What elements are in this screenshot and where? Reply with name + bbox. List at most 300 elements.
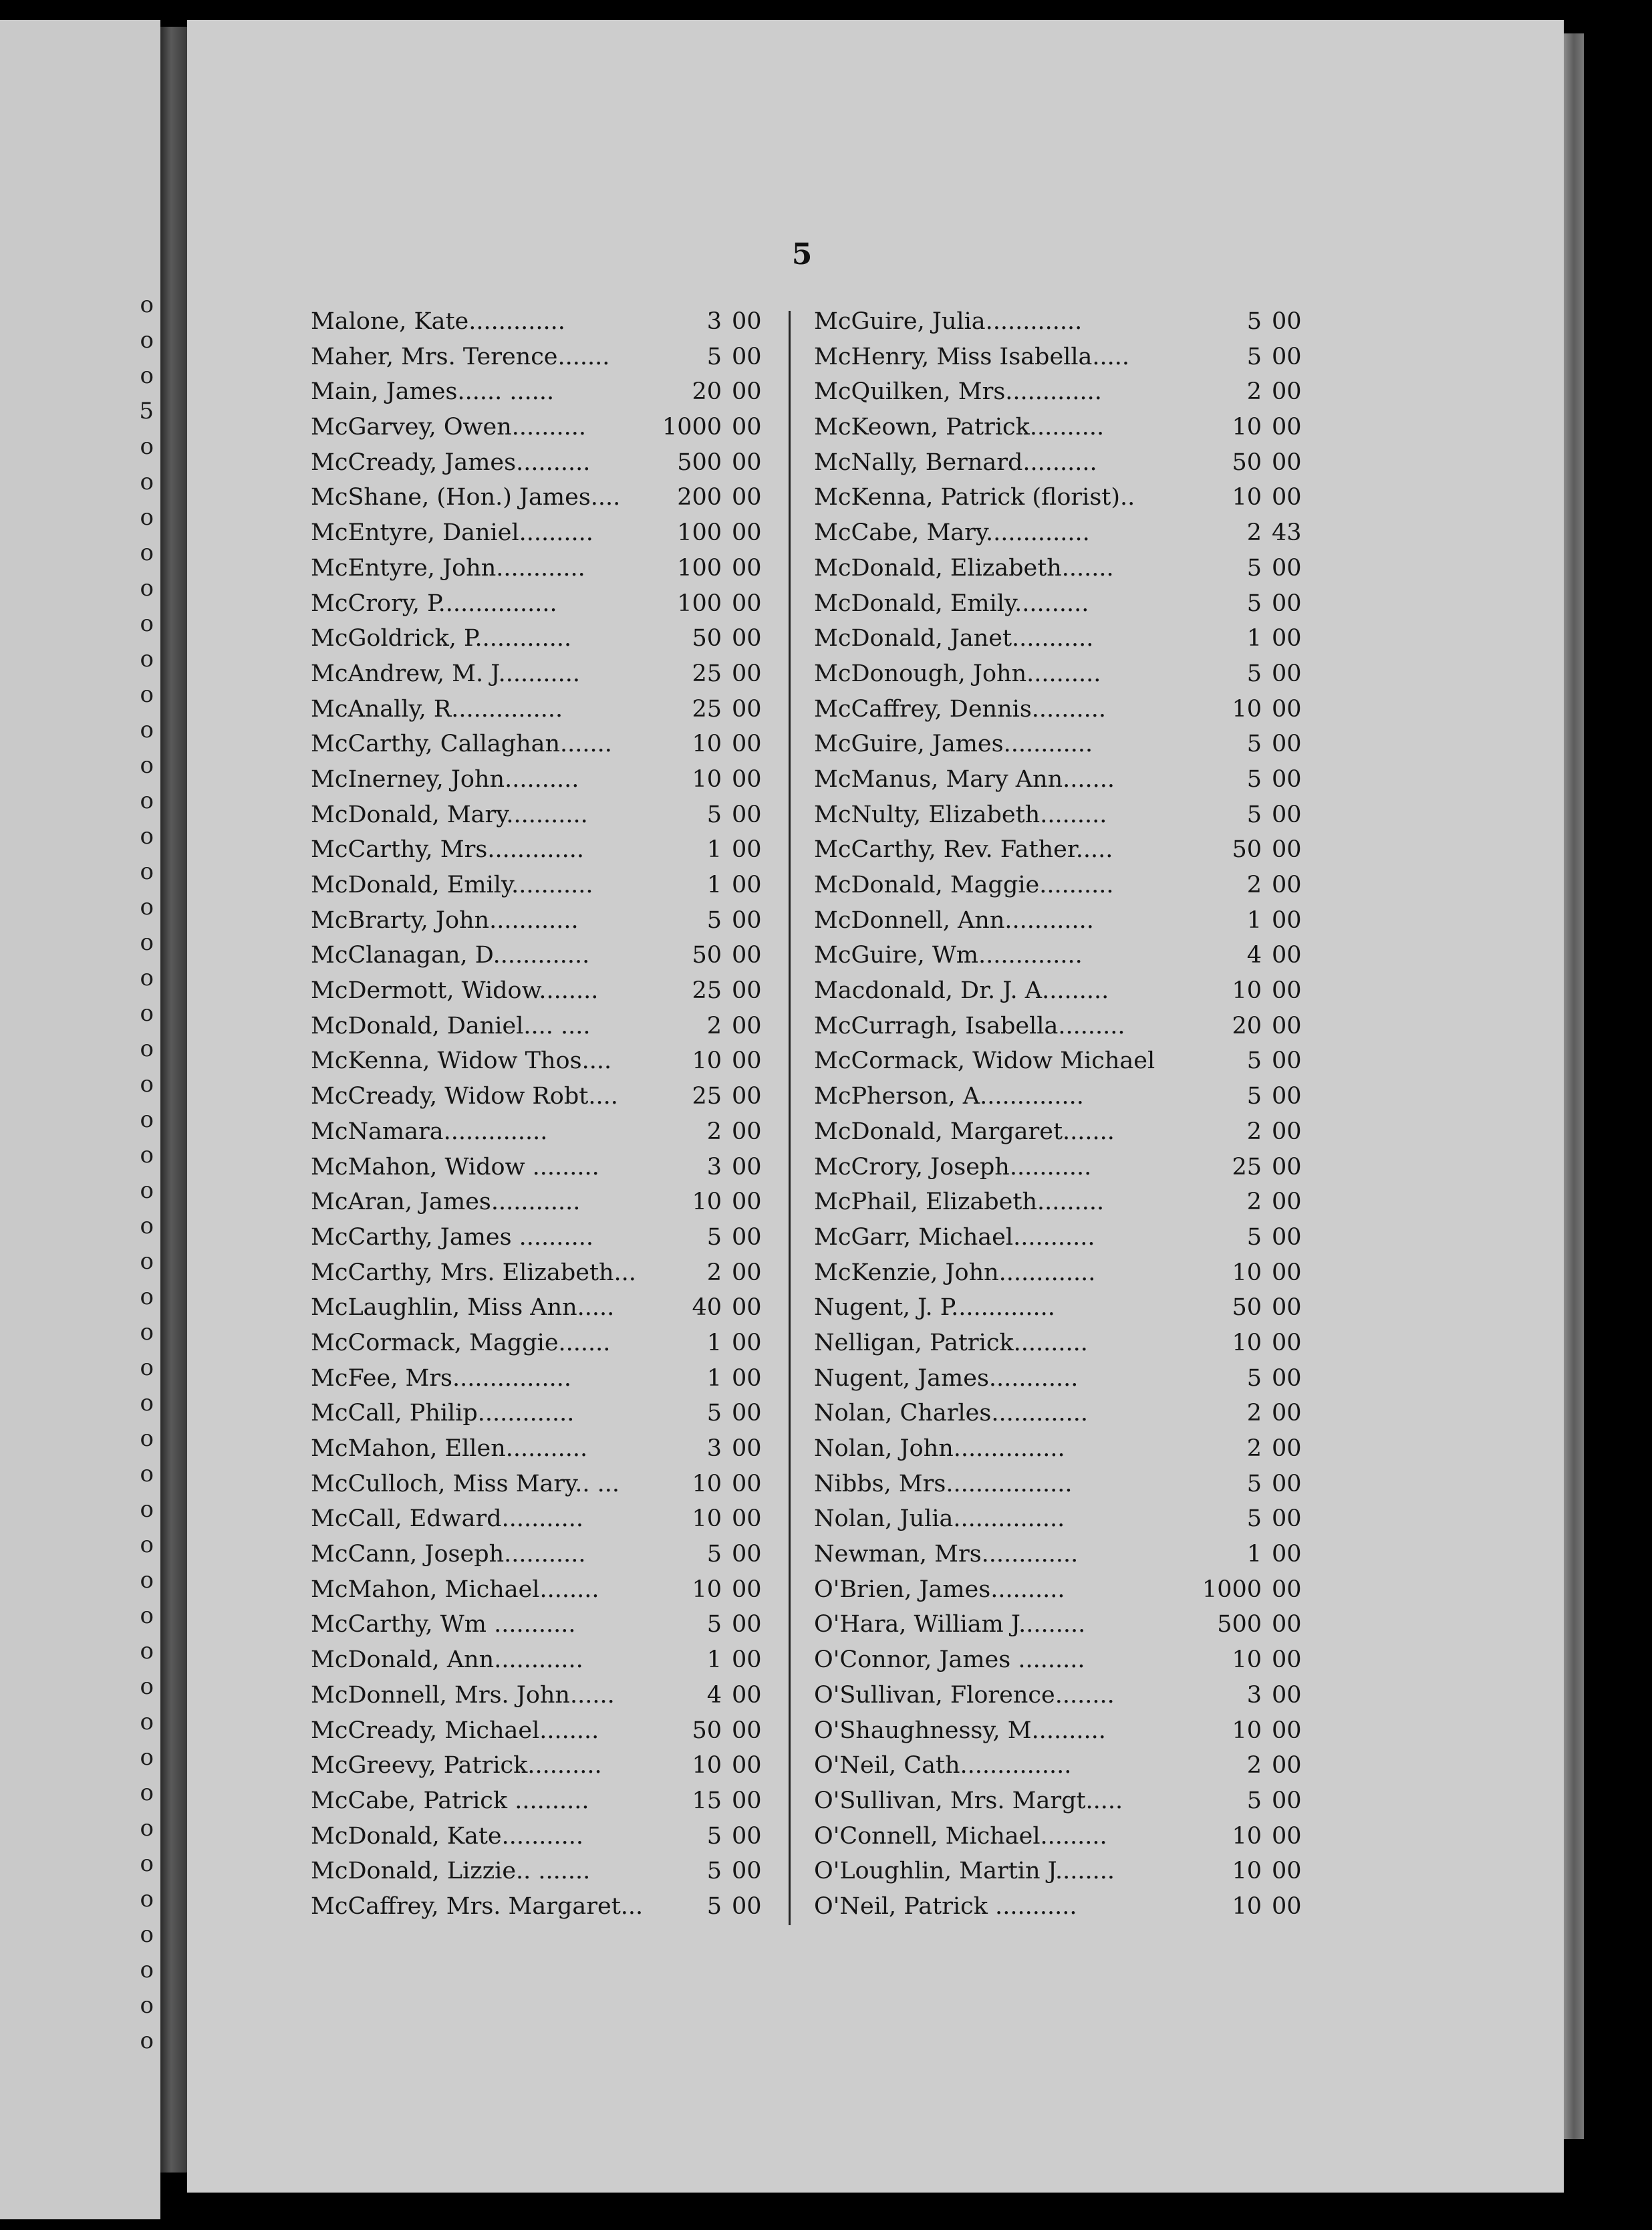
amount-dollars: 20 [692,378,722,406]
amount-cents: 00 [732,1189,762,1216]
left-page-fragment: o [140,1177,154,1204]
list-item [311,480,779,515]
left-page-fragment: o [140,1815,154,1842]
amount-dollars: 1 [1246,625,1262,652]
list-item [311,1185,779,1220]
amount-cents: 00 [732,1646,762,1674]
list-item [311,515,779,551]
amount-cents: 00 [1272,449,1302,476]
left-page-fragment: o [140,2027,154,2054]
left-page-fragment: o [140,1567,154,1594]
subscriber-name: O'Shaughnessy, M.......... [814,1717,1106,1744]
subscriber-name: McCarthy, Mrs............. [311,836,584,864]
amount-dollars: 10 [692,731,722,758]
left-page-fragment: o [140,1957,154,1983]
amount-dollars: 5 [1246,1787,1262,1814]
amount-cents: 00 [732,1294,762,1322]
amount-cents: 00 [732,1223,762,1251]
subscriber-name: McCarthy, Wm ........... [311,1611,576,1638]
subscriber-name: McDonald, Lizzie.. ....... [311,1858,591,1885]
left-page-fragment: o [140,717,154,743]
subscriber-name: Nugent, James............ [814,1364,1079,1392]
list-item [311,1783,779,1819]
amount-dollars: 10 [1232,1822,1262,1850]
list-item [311,1607,779,1642]
amount-dollars: 5 [1246,1364,1262,1392]
amount-cents: 00 [732,660,762,687]
amount-dollars: 2 [706,1012,722,1039]
subscriber-name: McDonald, Mary........... [311,801,588,828]
subscriber-name: McCready, Widow Robt.... [311,1083,618,1110]
amount-cents: 00 [732,378,762,406]
amount-dollars: 200 [677,484,722,511]
amount-cents: 00 [1272,942,1302,969]
amount-dollars: 5 [706,1858,722,1885]
amount-cents: 00 [1272,1717,1302,1744]
subscriber-name: McDonald, Margaret....... [814,1118,1115,1145]
amount-dollars: 5 [1246,1470,1262,1497]
left-page-fragment: o [140,1673,154,1700]
left-page-fragment: o [140,1213,154,1239]
amount-cents: 00 [732,308,762,335]
amount-cents: 00 [1272,414,1302,441]
list-item [311,973,779,1009]
subscriber-name: Nolan, Charles............. [814,1400,1088,1427]
amount-dollars: 15 [692,1787,722,1814]
amount-dollars: 10 [1232,695,1262,723]
list-item [311,1889,779,1925]
amount-cents: 00 [1272,731,1302,758]
amount-dollars: 2 [1246,872,1262,898]
list-item [814,1255,1302,1291]
amount-dollars: 5 [1246,731,1262,758]
amount-dollars: 10 [1232,1329,1262,1356]
amount-cents: 00 [1272,801,1302,828]
subscriber-name: McDonald, Ann............ [311,1646,583,1674]
left-page-fragment: o [140,1496,154,1523]
subscriber-name: Nibbs, Mrs................. [814,1470,1073,1497]
amount-dollars: 1 [706,1646,722,1674]
left-page-fragment: o [140,1602,154,1629]
amount-cents: 00 [1272,554,1302,582]
left-page-fragment: o [140,362,154,389]
left-page-fragment: o [140,1886,154,1912]
list-item [814,1783,1302,1819]
amount-cents: 00 [1272,1541,1302,1568]
subscriber-name: McDonald, Emily........... [311,872,593,898]
column-divider [789,311,791,1925]
amount-dollars: 1000 [1202,1576,1262,1603]
amount-dollars: 2 [1246,1752,1262,1779]
list-item [814,1361,1302,1396]
amount-dollars: 25 [1232,1153,1262,1181]
amount-cents: 00 [732,1329,762,1356]
list-item [814,1537,1302,1572]
amount-dollars: 100 [677,554,722,582]
list-item [311,1220,779,1255]
amount-dollars: 10 [1232,1858,1262,1885]
right-column-list [814,304,1302,1925]
amount-cents: 00 [1272,308,1302,335]
list-item [311,903,779,939]
subscriber-name: O'Connell, Michael......... [814,1822,1107,1850]
amount-cents: 00 [732,872,762,898]
amount-dollars: 1 [706,1329,722,1356]
amount-dollars: 5 [1246,801,1262,828]
list-item [311,1150,779,1185]
amount-cents: 00 [1272,906,1302,934]
list-item [311,1678,779,1713]
subscriber-name: McKenna, Patrick (florist).. [814,484,1135,511]
subscriber-name: McGreevy, Patrick.......... [311,1752,602,1779]
amount-cents: 00 [1272,1752,1302,1779]
subscriber-name: McCready, Michael........ [311,1717,599,1744]
subscriber-name: O'Sullivan, Mrs. Margt..... [814,1787,1123,1814]
amount-dollars: 1 [706,1364,722,1392]
subscriber-name: McInerney, John.......... [311,765,579,793]
left-page-fragment: o [140,1000,154,1027]
amount-dollars: 5 [1246,1223,1262,1251]
subscriber-name: O'Neil, Patrick ........... [814,1892,1077,1920]
list-item [814,1678,1302,1713]
subscriber-name: McCready, James.......... [311,449,591,476]
list-item [814,1079,1302,1114]
amount-dollars: 5 [706,906,722,934]
list-item [814,480,1302,515]
amount-cents: 00 [732,1400,762,1427]
amount-dollars: 10 [692,1505,722,1533]
left-page-fragment: o [140,646,154,672]
amount-cents: 00 [732,1858,762,1885]
list-item [311,1326,779,1361]
amount-cents: 00 [1272,1681,1302,1709]
amount-dollars: 5 [1246,1505,1262,1533]
subscriber-name: McMahon, Widow ......... [311,1153,599,1181]
subscriber-name: O'Loughlin, Martin J........ [814,1858,1115,1885]
amount-dollars: 4 [1246,942,1262,969]
list-item [311,1748,779,1783]
left-page-fragment: o [140,1390,154,1416]
amount-dollars: 10 [692,765,722,793]
amount-dollars: 1 [1246,906,1262,934]
amount-cents: 00 [732,554,762,582]
list-item [814,1326,1302,1361]
amount-dollars: 5 [1246,765,1262,793]
amount-cents: 00 [1272,1435,1302,1462]
amount-cents: 00 [732,836,762,864]
amount-dollars: 5 [706,1611,722,1638]
list-item [814,1854,1302,1889]
list-item [311,1114,779,1150]
amount-cents: 00 [732,1047,762,1075]
subscriber-name: McMahon, Michael........ [311,1576,599,1603]
list-item [311,1396,779,1431]
subscriber-name: McCann, Joseph........... [311,1541,586,1568]
amount-dollars: 500 [1217,1611,1262,1638]
subscriber-name: McBrarty, John............ [311,906,579,934]
subscriber-name: McDonald, Maggie.......... [814,872,1114,898]
page-edge [1564,33,1584,2139]
subscriber-name: McKenzie, John............. [814,1259,1096,1286]
list-item [814,938,1302,973]
left-page-fragment: o [140,1461,154,1487]
subscriber-name: O'Neil, Cath............... [814,1752,1072,1779]
amount-dollars: 3 [706,1435,722,1462]
subscriber-name: McCrory, P................ [311,590,557,617]
subscriber-name: McClanagan, D............. [311,942,590,969]
amount-cents: 43 [1272,519,1302,547]
list-item [814,1185,1302,1220]
left-page-fragment: o [140,752,154,779]
subscriber-name: O'Hara, William J......... [814,1611,1086,1638]
amount-dollars: 5 [1246,590,1262,617]
subscriber-name: McDonald, Kate........... [311,1822,584,1850]
subscriber-name: McGuire, Wm.............. [814,942,1083,969]
left-page-fragments [127,287,154,2059]
subscriber-name: McDonald, Janet........... [814,625,1094,652]
amount-dollars: 25 [692,1083,722,1110]
amount-cents: 00 [1272,1646,1302,1674]
list-item [814,727,1302,762]
amount-dollars: 1 [706,836,722,864]
subscriber-name: O'Connor, James ......... [814,1646,1085,1674]
subscriber-name: McDonnell, Mrs. John...... [311,1681,615,1709]
list-item [814,410,1302,445]
amount-dollars: 5 [1246,660,1262,687]
left-page-fragment: o [140,469,154,495]
amount-dollars: 10 [1232,1717,1262,1744]
list-item [814,551,1302,586]
amount-cents: 00 [1272,1083,1302,1110]
amount-dollars: 3 [706,1153,722,1181]
amount-dollars: 25 [692,660,722,687]
subscriber-name: McKenna, Widow Thos.... [311,1047,612,1075]
amount-dollars: 2 [1246,1118,1262,1145]
left-page-fragment: o [140,929,154,956]
amount-cents: 00 [1272,1223,1302,1251]
amount-cents: 00 [732,1259,762,1286]
list-item [311,304,779,340]
amount-dollars: 25 [692,695,722,723]
list-item [814,832,1302,868]
amount-cents: 00 [732,1470,762,1497]
subscriber-name: McGoldrick, P............. [311,625,572,652]
amount-cents: 00 [732,1681,762,1709]
amount-dollars: 50 [692,1717,722,1744]
subscriber-name: Nolan, Julia............... [814,1505,1065,1533]
amount-dollars: 2 [1246,519,1262,547]
amount-cents: 00 [1272,1047,1302,1075]
list-item [311,1713,779,1749]
amount-cents: 00 [1272,1364,1302,1392]
subscriber-name: McFee, Mrs................ [311,1364,572,1392]
list-item [814,1889,1302,1925]
amount-dollars: 10 [1232,977,1262,1005]
subscriber-name: McCarthy, Callaghan....... [311,731,612,758]
amount-cents: 00 [1272,1329,1302,1356]
left-page-fragment: o [140,1638,154,1664]
amount-cents: 00 [732,449,762,476]
subscriber-name: McDermott, Widow........ [311,977,599,1005]
subscriber-name: McGuire, Julia............. [814,308,1083,335]
subscriber-name: McDonald, Emily.......... [814,590,1089,617]
amount-cents: 00 [1272,1822,1302,1850]
list-item [311,1642,779,1678]
left-page-fragment: o [140,1248,154,1275]
left-column-list [311,304,779,1925]
left-page-fragment: o [140,823,154,850]
amount-dollars: 5 [1246,554,1262,582]
subscriber-name: McPherson, A.............. [814,1083,1084,1110]
subscriber-name: McKeown, Patrick.......... [814,414,1105,441]
amount-dollars: 4 [706,1681,722,1709]
amount-cents: 00 [1272,590,1302,617]
list-item [311,621,779,656]
amount-dollars: 5 [706,1400,722,1427]
amount-cents: 00 [1272,1012,1302,1039]
amount-dollars: 500 [677,449,722,476]
amount-cents: 00 [1272,1189,1302,1216]
left-page-fragment: o [140,1709,154,1735]
list-item [814,1396,1302,1431]
left-page-fragment: o [140,1425,154,1452]
left-page-fragment: o [140,787,154,814]
amount-dollars: 2 [1246,1189,1262,1216]
list-item [311,1467,779,1502]
amount-dollars: 5 [706,343,722,370]
subscriber-name: McDonald, Daniel.... .... [311,1012,591,1039]
subscriber-name: McCaffrey, Dennis.......... [814,695,1107,723]
amount-cents: 00 [732,801,762,828]
amount-dollars: 5 [706,801,722,828]
amount-cents: 00 [732,1822,762,1850]
amount-cents: 00 [732,1611,762,1638]
left-page-fragment: o [140,1106,154,1133]
list-item [814,656,1302,692]
amount-dollars: 5 [706,1892,722,1920]
book-gutter [160,27,187,2173]
left-page-fragment: o [140,681,154,708]
amount-dollars: 40 [692,1294,722,1322]
subscriber-name: McCabe, Patrick .......... [311,1787,589,1814]
subscriber-name: McAndrew, M. J........... [311,660,580,687]
list-item [814,1467,1302,1502]
amount-dollars: 10 [692,1470,722,1497]
amount-cents: 00 [1272,1470,1302,1497]
amount-cents: 00 [1272,1118,1302,1145]
subscriber-name: McCormack, Widow Michael [814,1047,1155,1075]
amount-dollars: 20 [1232,1012,1262,1039]
list-item [814,1009,1302,1044]
left-page-fragment: o [140,504,154,531]
list-item [814,1150,1302,1185]
amount-dollars: 10 [1232,414,1262,441]
amount-dollars: 2 [1246,1435,1262,1462]
amount-cents: 00 [732,1118,762,1145]
left-page-fragment: o [140,327,154,354]
list-item [311,1537,779,1572]
list-item [814,692,1302,727]
amount-dollars: 10 [1232,484,1262,511]
amount-dollars: 5 [706,1541,722,1568]
amount-cents: 00 [732,906,762,934]
left-page-fragment: o [140,894,154,920]
subscriber-name: McEntyre, John............ [311,554,585,582]
subscriber-name: McLaughlin, Miss Ann..... [311,1294,615,1322]
subscriber-name: McQuilken, Mrs............. [814,378,1102,406]
list-item [814,1748,1302,1783]
amount-dollars: 3 [706,308,722,335]
list-item [814,586,1302,622]
amount-cents: 00 [732,1541,762,1568]
amount-dollars: 10 [692,1752,722,1779]
amount-dollars: 50 [1232,449,1262,476]
amount-cents: 00 [1272,1576,1302,1603]
left-page-fragment: o [140,1779,154,1806]
left-page-fragment: o [140,291,154,318]
list-item [311,586,779,622]
subscriber-name: O'Brien, James.......... [814,1576,1065,1603]
list-item [311,762,779,797]
left-page-fragment: o [140,1354,154,1381]
left-page-edge [0,20,160,2219]
left-page-fragment: o [140,575,154,602]
list-item [311,1572,779,1608]
list-item [814,1642,1302,1678]
subscriber-name: McCaffrey, Mrs. Margaret... [311,1892,644,1920]
amount-cents: 00 [732,1717,762,1744]
list-item [311,692,779,727]
list-item [814,903,1302,939]
amount-cents: 00 [732,977,762,1005]
list-item [814,374,1302,410]
subscriber-name: McCabe, Mary.............. [814,519,1090,547]
amount-dollars: 50 [692,942,722,969]
amount-cents: 00 [1272,1153,1302,1181]
amount-dollars: 10 [1232,1259,1262,1286]
list-item [311,1431,779,1467]
list-item [311,340,779,375]
list-item [814,1501,1302,1537]
subscriber-name: McManus, Mary Ann....... [814,765,1115,793]
amount-cents: 00 [1272,484,1302,511]
list-item [814,762,1302,797]
amount-cents: 00 [732,1787,762,1814]
left-page-fragment: o [140,610,154,637]
amount-dollars: 1 [1246,1541,1262,1568]
amount-dollars: 2 [1246,1400,1262,1427]
subscriber-name: McCarthy, Rev. Father..... [814,836,1113,864]
list-item [814,340,1302,375]
page-number: 5 [791,237,813,271]
list-item [311,1290,779,1326]
left-page-fragment: o [140,1319,154,1346]
amount-dollars: 2 [706,1259,722,1286]
subscriber-name: McHenry, Miss Isabella..... [814,343,1130,370]
left-page-fragment: o [140,858,154,885]
list-item [814,868,1302,903]
amount-cents: 00 [732,1576,762,1603]
subscriber-name: McCrory, Joseph........... [814,1153,1092,1181]
subscriber-name: McCormack, Maggie....... [311,1329,611,1356]
amount-cents: 00 [732,414,762,441]
amount-dollars: 5 [706,1223,722,1251]
amount-cents: 00 [1272,977,1302,1005]
amount-dollars: 10 [1232,1646,1262,1674]
amount-cents: 00 [732,343,762,370]
subscriber-name: McDonnell, Ann............ [814,906,1094,934]
subscriber-name: McDonald, Elizabeth....... [814,554,1114,582]
